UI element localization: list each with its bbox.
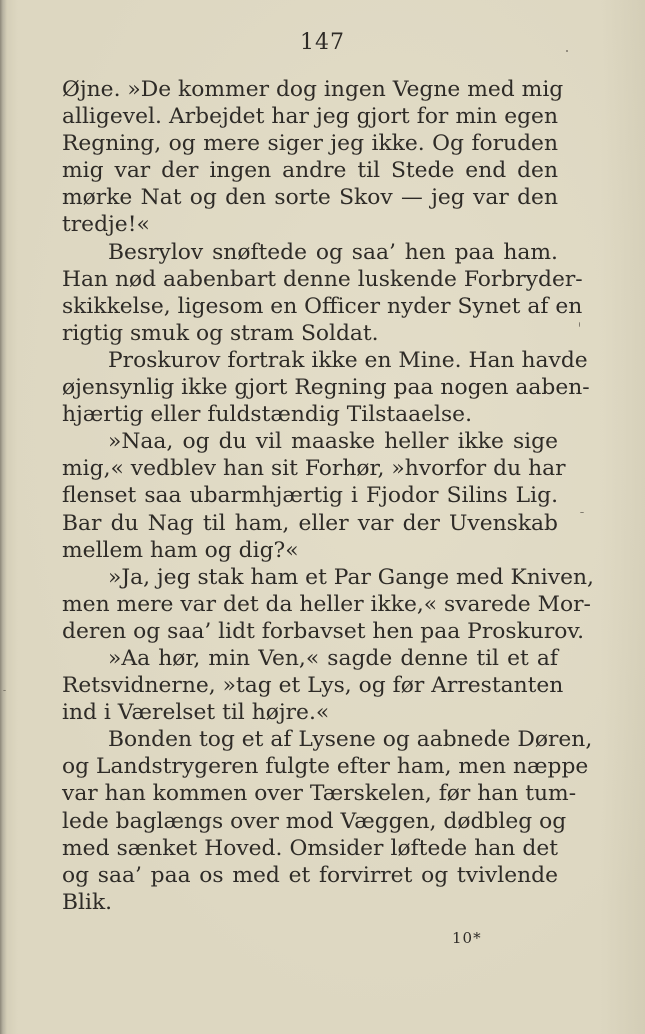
text-line: flenset saa ubarmhjærtig i Fjodor Silins Lig. — [62, 483, 558, 509]
text-line: var han kommen over Tærskelen, før han tum- — [62, 781, 577, 807]
text-line: mørke Nat og den sorte Skov — jeg var den — [62, 185, 558, 211]
signature-mark: 10* — [452, 929, 482, 947]
text-line: deren og saa’ lidt forbavset hen paa Proskurov. — [62, 618, 585, 644]
text-line: Besrylov snøftede og saa’ hen paa ham. — [108, 239, 558, 265]
text-line: Øjne. »De kommer dog ingen Vegne med mig — [62, 77, 564, 102]
paper-speck — [579, 322, 580, 327]
page-gutter-edge — [0, 0, 7, 1034]
text-line: rigtig smuk og stram Soldat. — [62, 320, 379, 346]
text-line: mellem ham og dig?« — [62, 537, 299, 563]
text-line: Regning, og mere siger jeg ikke. Og foruden — [62, 131, 558, 157]
text-line: og saa’ paa os med et forvirret og tvivlende — [62, 862, 558, 888]
text-line: »Aa hør, min Ven,« sagde denne til et af — [108, 645, 558, 671]
text-line: Bar du Nag til ham, eller var der Uvenskab — [62, 510, 558, 536]
text-line: tredje!« — [62, 212, 150, 238]
text-line: øjensynlig ikke gjort Regning paa nogen aaben- — [62, 375, 590, 401]
text-line: »Naa, og du vil maaske heller ikke sige — [108, 429, 558, 455]
text-line: Han nød aabenbart denne luskende Forbryder- — [62, 266, 583, 292]
paper-speck — [580, 512, 584, 513]
text-line: skikkelse, ligesom en Officer nyder Synet af en — [62, 293, 583, 319]
text-line: Proskurov fortrak ikke en Mine. Han havde — [108, 347, 588, 373]
page-number: 147 — [300, 30, 345, 55]
text-line: Retsvidnerne, »tag et Lys, og før Arrestanten — [62, 673, 564, 699]
text-line: Blik. — [62, 889, 113, 915]
text-line: lede baglængs over mod Væggen, dødbleg og — [62, 808, 567, 834]
text-line: og Landstrygeren fulgte efter ham, men næppe — [62, 754, 589, 780]
text-line: men mere var det da heller ikke,« svarede Mor- — [62, 591, 591, 617]
text-line: Bonden tog et af Lysene og aabnede Døren, — [108, 727, 593, 753]
text-line: »Ja, jeg stak ham et Par Gange med Kniven, — [108, 564, 594, 590]
paper-speck — [566, 50, 568, 52]
text-line: ind i Værelset til højre.« — [62, 700, 330, 726]
body-text — [62, 76, 594, 916]
text-line: alligevel. Arbejdet har jeg gjort for min egen — [62, 104, 558, 130]
text-line: mig var der ingen andre til Stede end den — [62, 158, 558, 184]
text-line: med sænket Hoved. Omsider løftede han det — [62, 835, 558, 861]
text-line: mig,« vedblev han sit Forhør, »hvorfor du har — [62, 456, 566, 482]
text-line: hjærtig eller fuldstændig Tilstaaelse. — [62, 402, 473, 428]
paper-speck — [3, 690, 6, 691]
